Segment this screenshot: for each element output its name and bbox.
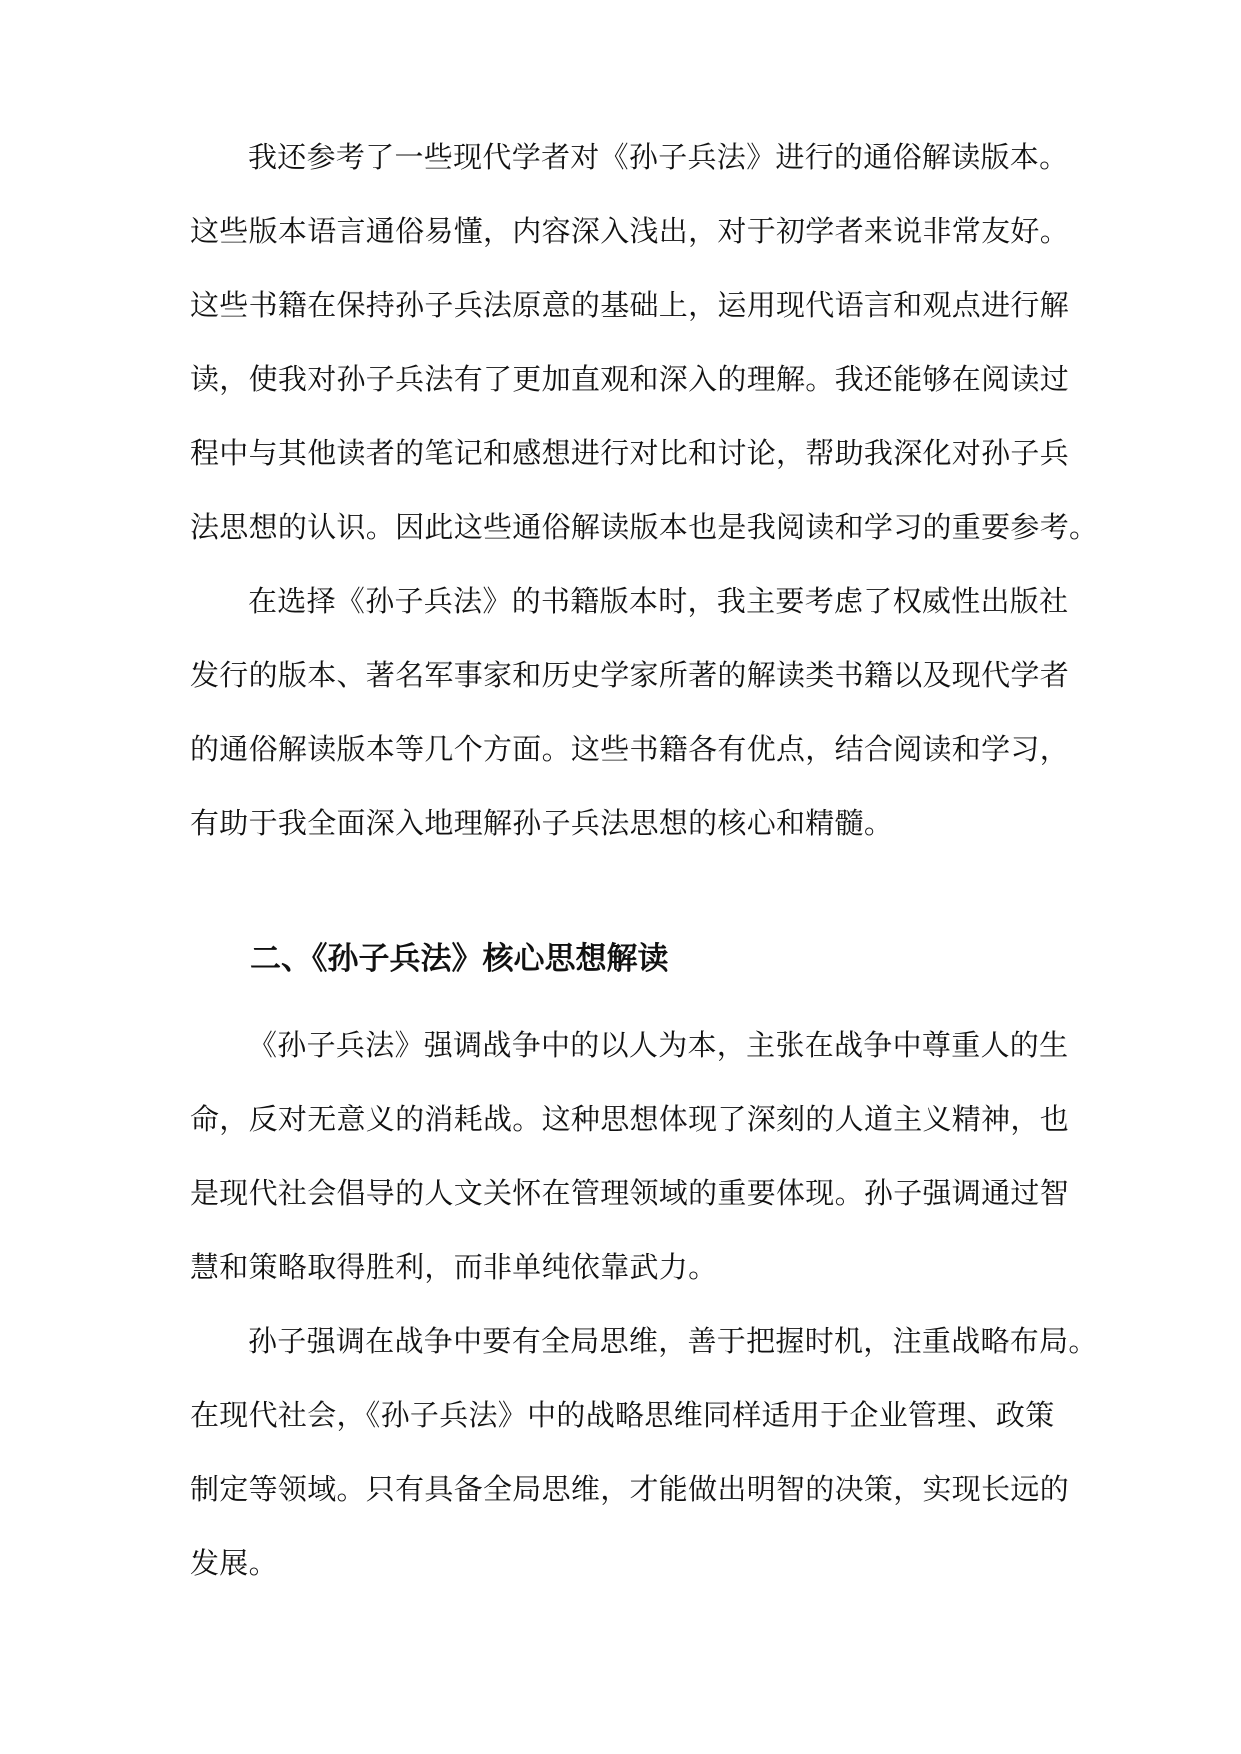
- paragraph-line: 这些版本语言通俗易懂，内容深入浅出，对于初学者来说非常友好。: [190, 214, 1070, 248]
- paragraph-2: [190, 564, 1070, 860]
- section-heading: 二、《孙子兵法》核心思想解读: [250, 941, 669, 977]
- paragraph-line: 《孙子兵法》强调战争中的以人为本，主张在战争中尊重人的生: [248, 1028, 1069, 1062]
- paragraph-line: 发行的版本、著名军事家和历史学家所著的解读类书籍以及现代学者: [190, 658, 1070, 692]
- paragraph-line: 是现代社会倡导的人文关怀在管理领域的重要体现。孙子强调通过智: [190, 1176, 1070, 1210]
- paragraph-line: 我还参考了一些现代学者对《孙子兵法》进行的通俗解读版本。: [248, 140, 1069, 174]
- paragraph-line: 程中与其他读者的笔记和感想进行对比和讨论，帮助我深化对孙子兵: [190, 436, 1070, 470]
- paragraph-line: 这些书籍在保持孙子兵法原意的基础上，运用现代语言和观点进行解: [190, 288, 1070, 322]
- paragraph-line: 在现代社会，《孙子兵法》中的战略思维同样适用于企业管理、政策: [190, 1398, 1055, 1432]
- paragraph-line: 孙子强调在战争中要有全局思维，善于把握时机，注重战略布局。: [248, 1324, 1098, 1358]
- paragraph-line: 有助于我全面深入地理解孙子兵法思想的核心和精髓。: [190, 806, 894, 840]
- paragraph-4: [190, 1304, 1098, 1600]
- paragraph-1: [190, 120, 1099, 564]
- paragraph-line: 制定等领域。只有具备全局思维，才能做出明智的决策，实现长远的: [190, 1472, 1070, 1506]
- paragraph-line: 读，使我对孙子兵法有了更加直观和深入的理解。我还能够在阅读过: [190, 362, 1070, 396]
- paragraph-line: 法思想的认识。因此这些通俗解读版本也是我阅读和学习的重要参考。: [190, 510, 1099, 544]
- paragraph-line: 发展。: [190, 1546, 278, 1580]
- paragraph-line: 命，反对无意义的消耗战。这种思想体现了深刻的人道主义精神，也: [190, 1102, 1070, 1136]
- paragraph-line: 的通俗解读版本等几个方面。这些书籍各有优点，结合阅读和学习，: [190, 732, 1070, 766]
- paragraph-3: [190, 1008, 1070, 1304]
- paragraph-line: 慧和策略取得胜利，而非单纯依靠武力。: [190, 1250, 718, 1284]
- paragraph-line: 在选择《孙子兵法》的书籍版本时，我主要考虑了权威性出版社: [248, 584, 1069, 618]
